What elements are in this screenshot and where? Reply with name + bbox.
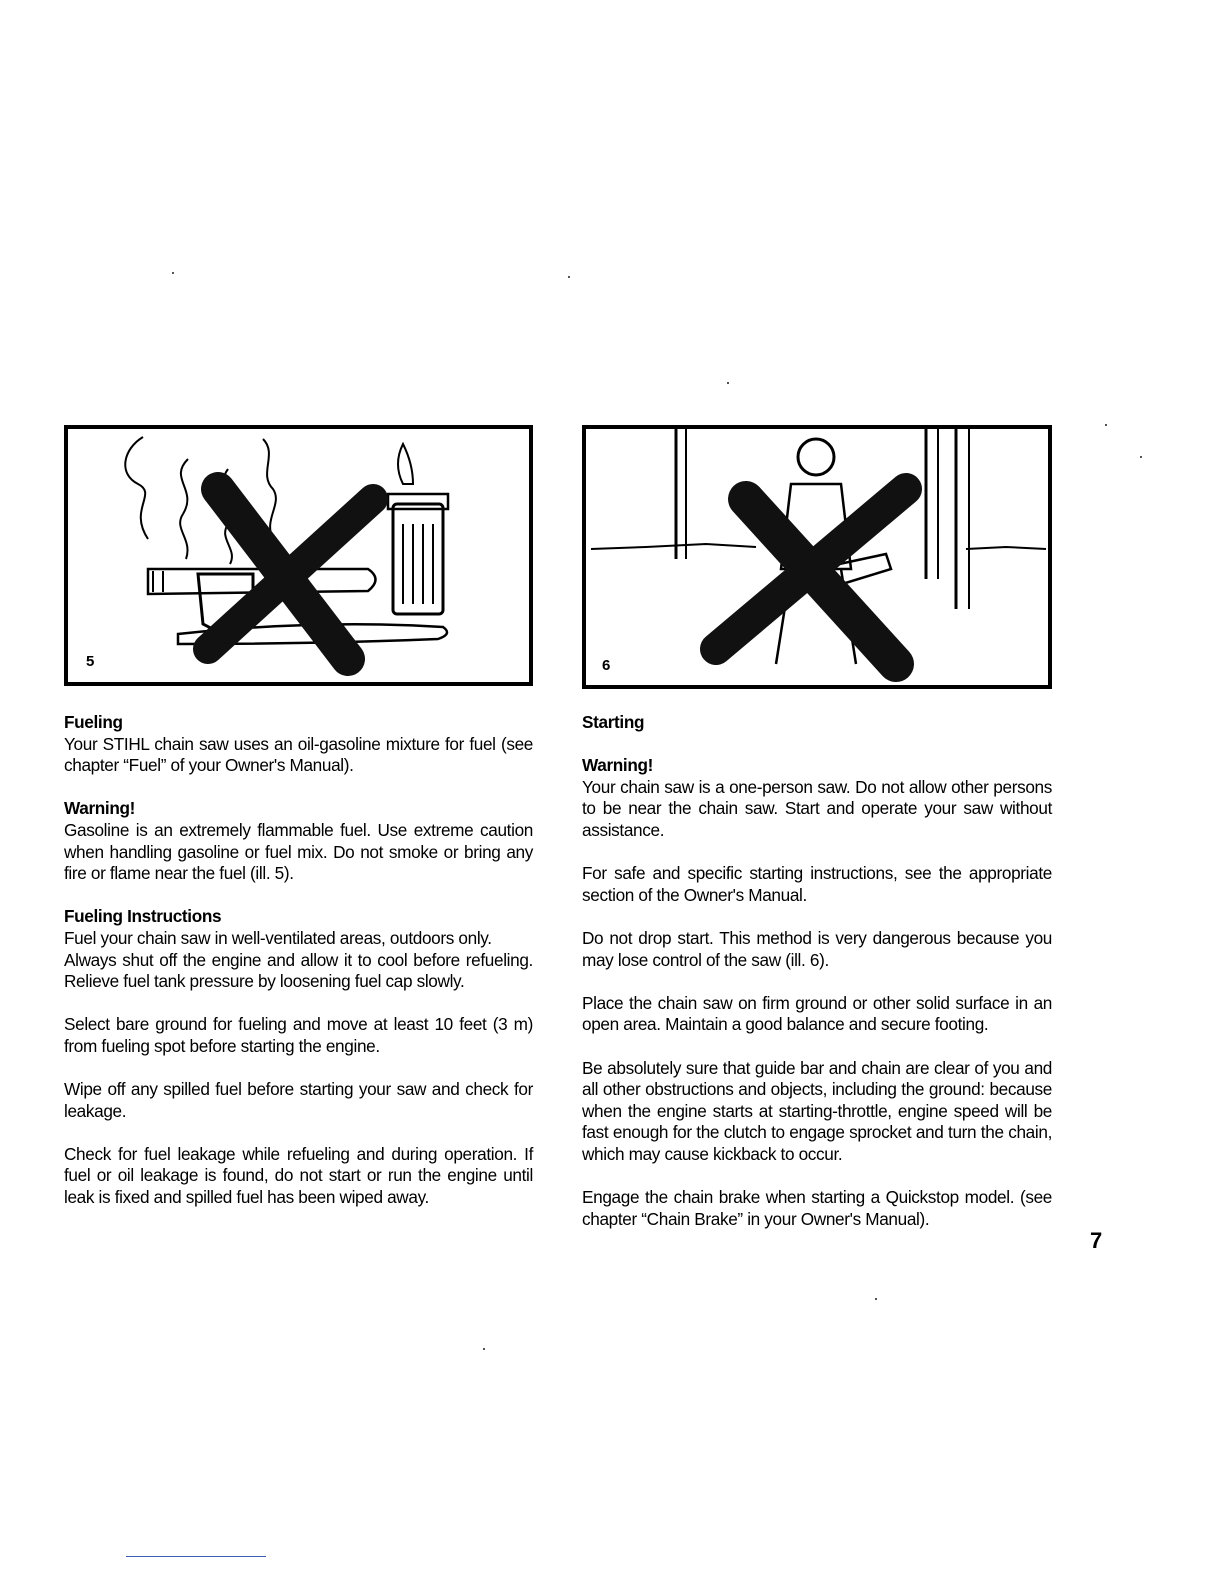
paragraph-brake: Engage the chain brake when starting a Quickstop model. (see chapter “Chain Brake” in your Owner's Manual). — [582, 1187, 1052, 1229]
figure-5 — [64, 425, 533, 686]
figure-number: 6 — [602, 657, 611, 674]
scan-speck — [1140, 456, 1142, 458]
paragraph-drop-start: Do not drop start. This method is very dangerous because you may lose control of the saw (ill. 6). — [582, 927, 1052, 970]
paragraph-leakage: Check for fuel leakage while refueling and during operation. If fuel or oil leakage is found, do not start or run the engine until leak is fixed and spilled fuel has been wiped away. — [64, 1143, 533, 1208]
fueling-instructions-heading: Fueling Instructions — [64, 906, 222, 927]
paragraph-firm-ground: Place the chain saw on firm ground or other solid surface in an open area. Maintain a good balance and secure footing. — [582, 992, 1052, 1035]
fueling-instructions-text-2: Always shut off the engine and allow it to cool before refueling. Relieve fuel tank pressure by loosening fuel cap slowly. — [64, 949, 533, 992]
page-number: 7 — [1090, 1228, 1103, 1253]
figure-6 — [582, 425, 1052, 689]
starting-heading: Starting — [582, 712, 645, 732]
scan-speck — [568, 276, 570, 278]
paragraph-ground: Select bare ground for fueling and move at least 10 feet (3 m) from fueling spot before starting the engine. — [64, 1014, 533, 1056]
paragraph-clear: Be absolutely sure that guide bar and chain are clear of you and all other obstructions and objects, including the ground: because when the engine starts at starting-throttle, engine speed will be fast enough for the clutch to engage sprocket and turn the chain, which may cause kickback to occur. — [582, 1057, 1052, 1164]
fueling-heading: Fueling — [64, 712, 123, 732]
no-smoking-near-fuel-illustration — [68, 429, 529, 682]
left-column — [64, 712, 533, 1209]
warning-text: Gasoline is an extremely flammable fuel. Use extreme caution when handling gasoline or fuel mix. Do not smoke or bring any fire or flame near the fuel (ill. 5). — [64, 819, 533, 884]
scan-speck — [875, 1298, 877, 1300]
figure-number: 5 — [86, 653, 95, 670]
warning-heading: Warning! — [582, 755, 654, 776]
fueling-text: Your STIHL chain saw uses an oil-gasoline mixture for fuel (see chapter “Fuel” of your Owner's Manual). — [64, 733, 533, 776]
no-drop-start-illustration — [586, 429, 1048, 685]
scan-speck — [1105, 424, 1107, 426]
scan-speck — [483, 1348, 485, 1350]
scan-speck — [727, 382, 729, 384]
scan-underline-mark — [126, 1556, 266, 1557]
paragraph-instructions: For safe and specific starting instructions, see the appropriate section of the Owner's Manual. — [582, 863, 1052, 905]
paragraph-wipe: Wipe off any spilled fuel before starting your saw and check for leakage. — [64, 1079, 533, 1121]
right-column — [582, 712, 1052, 1230]
warning-text: Your chain saw is a one-person saw. Do not allow other persons to be near the chain saw. Start and operate your saw without assistance. — [582, 776, 1052, 840]
scan-speck — [172, 272, 174, 274]
warning-heading: Warning! — [64, 798, 136, 819]
fueling-instructions-text-1: Fuel your chain saw in well-ventilated areas, outdoors only. — [64, 927, 492, 948]
